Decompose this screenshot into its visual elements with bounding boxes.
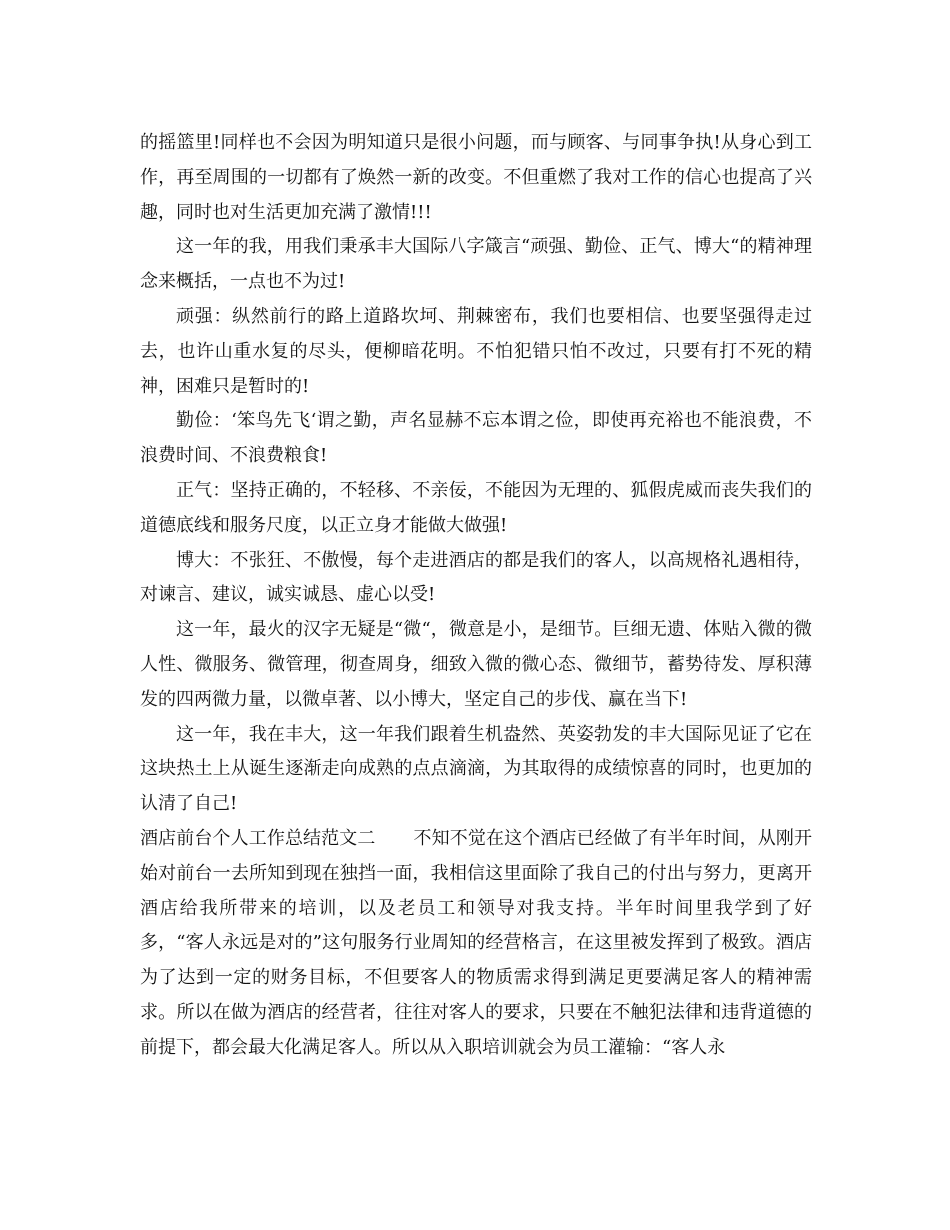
paragraph-3: 顽强：纵然前行的路上道路坎坷、荆棘密布，我们也要相信、也要坚强得走过去，也许山重水复的尽头，便柳暗花明。不怕犯错只怕不改过，只要有打不死的精神，困难只是暂时的! — [140, 305, 812, 397]
section-paragraph — [140, 822, 812, 1066]
paragraph-1: 的摇篮里!同样也不会因为明知道只是很小问题，而与顾客、与同事争执!从身心到工作，再至周围的一切都有了焕然一新的改变。不但重燃了我对工作的信心也提高了兴趣，同时也对生活更加充满了激情!!! — [140, 132, 812, 223]
paragraph-7: 这一年，最火的汉字无疑是“微“，微意是小，是细节。巨细无遗、体贴入微的微人性、微服务、微管理，彻查周身，细致入微的微心态、微细节，蓄势待发、厚积薄发的四两微力量，以微卓著、以小博大，坚定自己的步伐、赢在当下! — [140, 619, 812, 710]
section-heading: 酒店前台个人工作总结范文二 — [140, 827, 376, 849]
paragraph-2: 这一年的我，用我们秉承丰大国际八字箴言“顽强、勤俭、正气、博大“的精神理念来概括，一点也不为过! — [140, 236, 812, 293]
paragraph-6: 博大：不张狂、不傲慢，每个走进酒店的都是我们的客人，以高规格礼遇相待，对谏言、建议，诚实诚恳、虚心以受! — [140, 549, 812, 606]
section-text: 不知不觉在这个酒店已经做了有半年时间，从刚开始对前台一去所知到现在独挡一面，我相信这里面除了我自己的付出与努力，更离开酒店给我所带来的培训，以及老员工和领导对我支持。半年时间里我学到了好多，“客人永远是对的”这句服务行业周知的经营格言，在这里被发挥到了极致。酒店为了达到一定的财务目标，不但要客人的物质需求得到满足更要满足客人的精神需求。所以在做为酒店的经营者，往往对客人的要求，只要在不触犯法律和违背道德的前提下，都会最大化满足客人。所以从入职培训就会为员工灌输：“客人永 — [140, 827, 812, 1058]
document-body — [140, 126, 812, 1066]
paragraph-8: 这一年，我在丰大，这一年我们跟着生机盎然、英姿勃发的丰大国际见证了它在这块热土上从诞生逐渐走向成熟的点点滴滴，为其取得的成绩惊喜的同时，也更加的认清了自己! — [140, 723, 812, 815]
paragraph-4: 勤俭：‘笨鸟先飞‘谓之勤，声名显赫不忘本谓之俭，即使再充裕也不能浪费，不浪费时间、不浪费粮食! — [140, 410, 812, 467]
paragraph-5: 正气：坚持正确的，不轻移、不亲佞，不能因为无理的、狐假虎威而丧失我们的道德底线和服务尺度，以正立身才能做大做强! — [140, 479, 812, 536]
